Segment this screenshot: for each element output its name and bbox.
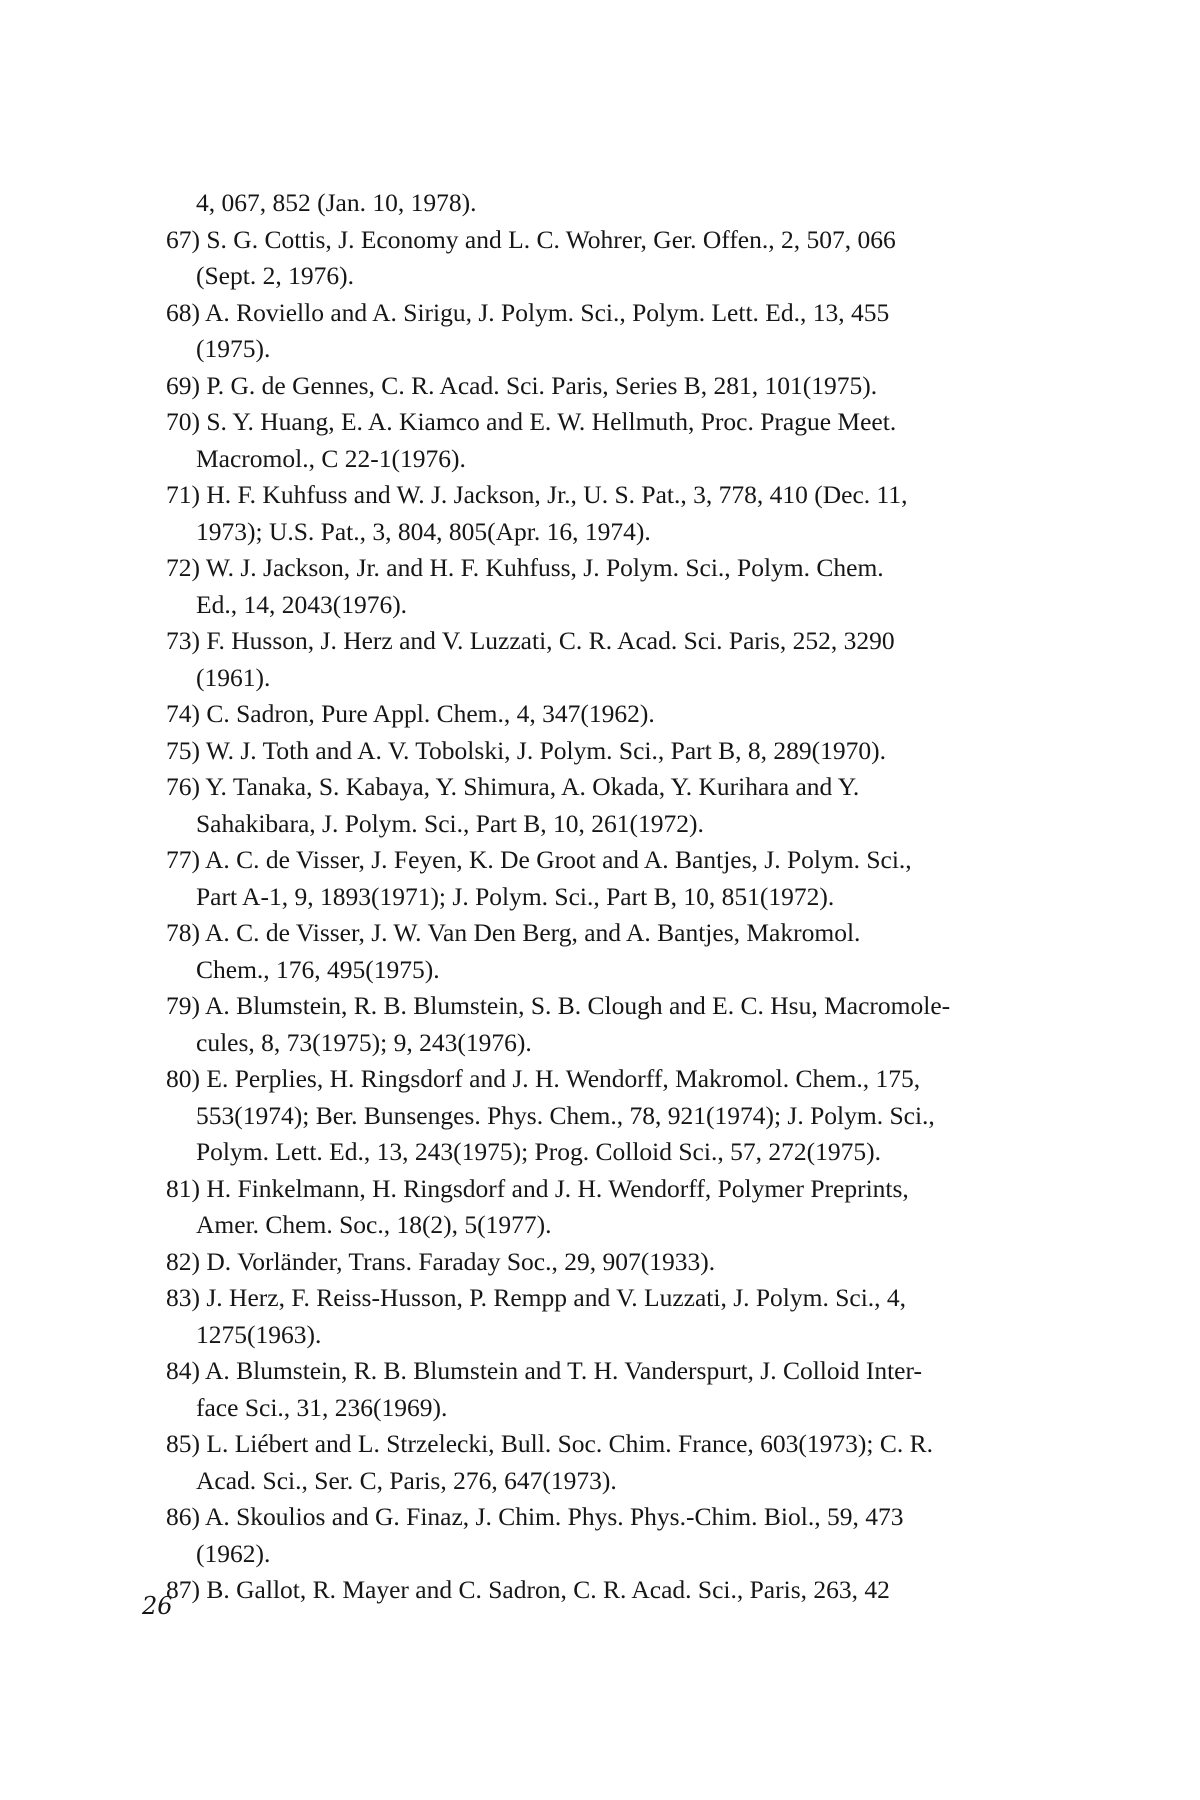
reference-line: 87) B. Gallot, R. Mayer and C. Sadron, C. R. Acad. Sci., Paris, 263, 42 bbox=[166, 1575, 890, 1604]
reference-line: 76) Y. Tanaka, S. Kabaya, Y. Shimura, A. Okada, Y. Kurihara and Y. bbox=[166, 772, 860, 801]
reference-line: 69) P. G. de Gennes, C. R. Acad. Sci. Paris, Series B, 281, 101(1975). bbox=[166, 370, 878, 400]
reference-line: Sahakibara, J. Polym. Sci., Part B, 10, 261(1972). bbox=[196, 808, 704, 838]
reference-line: 75) W. J. Toth and A. V. Tobolski, J. Polym. Sci., Part B, 8, 289(1970). bbox=[166, 735, 886, 765]
reference-line: 73) F. Husson, J. Herz and V. Luzzati, C. R. Acad. Sci. Paris, 252, 3290 bbox=[166, 626, 895, 655]
reference-line: Acad. Sci., Ser. C, Paris, 276, 647(1973). bbox=[196, 1465, 617, 1495]
reference-line: Part A-1, 9, 1893(1971); J. Polym. Sci., Part B, 10, 851(1972). bbox=[196, 881, 835, 911]
reference-line: (1962). bbox=[196, 1538, 271, 1568]
reference-line: 81) H. Finkelmann, H. Ringsdorf and J. H. Wendorff, Polymer Preprints, bbox=[166, 1173, 909, 1203]
reference-line: 70) S. Y. Huang, E. A. Kiamco and E. W. Hellmuth, Proc. Prague Meet. bbox=[166, 407, 897, 436]
reference-line: 80) E. Perplies, H. Ringsdorf and J. H. Wendorff, Makromol. Chem., 175, bbox=[166, 1064, 921, 1093]
reference-line: 74) C. Sadron, Pure Appl. Chem., 4, 347(1962). bbox=[166, 699, 655, 728]
reference-line: 1973); U.S. Pat., 3, 804, 805(Apr. 16, 1974). bbox=[196, 516, 651, 546]
reference-line: (1975). bbox=[196, 334, 271, 363]
reference-line: 83) J. Herz, F. Reiss-Husson, P. Rempp and V. Luzzati, J. Polym. Sci., 4, bbox=[166, 1283, 907, 1312]
reference-line: Ed., 14, 2043(1976). bbox=[196, 589, 408, 619]
reference-list bbox=[166, 185, 1046, 1609]
reference-line: (Sept. 2, 1976). bbox=[196, 261, 354, 290]
reference-line: 82) D. Vorländer, Trans. Faraday Soc., 29, 907(1933). bbox=[166, 1246, 716, 1276]
reference-line: Macromol., C 22-1(1976). bbox=[196, 443, 466, 473]
reference-line: Chem., 176, 495(1975). bbox=[196, 954, 440, 984]
reference-line: 71) H. F. Kuhfuss and W. J. Jackson, Jr., U. S. Pat., 3, 778, 410 (Dec. 11, bbox=[166, 480, 908, 509]
reference-line: 85) L. Liébert and L. Strzelecki, Bull. Soc. Chim. France, 603(1973); C. R. bbox=[166, 1429, 933, 1458]
page-number: 26 bbox=[142, 1592, 173, 1620]
reference-line: face Sci., 31, 236(1969). bbox=[196, 1392, 448, 1422]
reference-line: 67) S. G. Cottis, J. Economy and L. C. Wohrer, Ger. Offen., 2, 507, 066 bbox=[166, 224, 896, 254]
reference-line: 1275(1963). bbox=[196, 1319, 322, 1349]
reference-line: Amer. Chem. Soc., 18(2), 5(1977). bbox=[196, 1210, 552, 1239]
reference-line: 4, 067, 852 (Jan. 10, 1978). bbox=[196, 188, 477, 217]
reference-line: 78) A. C. de Visser, J. W. Van Den Berg, and A. Bantjes, Makromol. bbox=[166, 918, 861, 947]
reference-line: cules, 8, 73(1975); 9, 243(1976). bbox=[196, 1027, 532, 1057]
reference-line: (1961). bbox=[196, 662, 271, 692]
reference-line: 77) A. C. de Visser, J. Feyen, K. De Groot and A. Bantjes, J. Polym. Sci., bbox=[166, 845, 912, 874]
reference-line: 86) A. Skoulios and G. Finaz, J. Chim. Phys. Phys.-Chim. Biol., 59, 473 bbox=[166, 1502, 904, 1531]
reference-line: 79) A. Blumstein, R. B. Blumstein, S. B. Clough and E. C. Hsu, Macromole- bbox=[166, 991, 951, 1020]
reference-line: 553(1974); Ber. Bunsenges. Phys. Chem., 78, 921(1974); J. Polym. Sci., bbox=[196, 1100, 935, 1130]
reference-line: 84) A. Blumstein, R. B. Blumstein and T. H. Vanderspurt, J. Colloid Inter- bbox=[166, 1356, 922, 1385]
reference-line: Polym. Lett. Ed., 13, 243(1975); Prog. Colloid Sci., 57, 272(1975). bbox=[196, 1137, 881, 1166]
reference-line: 68) A. Roviello and A. Sirigu, J. Polym. Sci., Polym. Lett. Ed., 13, 455 bbox=[166, 297, 890, 327]
reference-line: 72) W. J. Jackson, Jr. and H. F. Kuhfuss, J. Polym. Sci., Polym. Chem. bbox=[166, 553, 884, 582]
